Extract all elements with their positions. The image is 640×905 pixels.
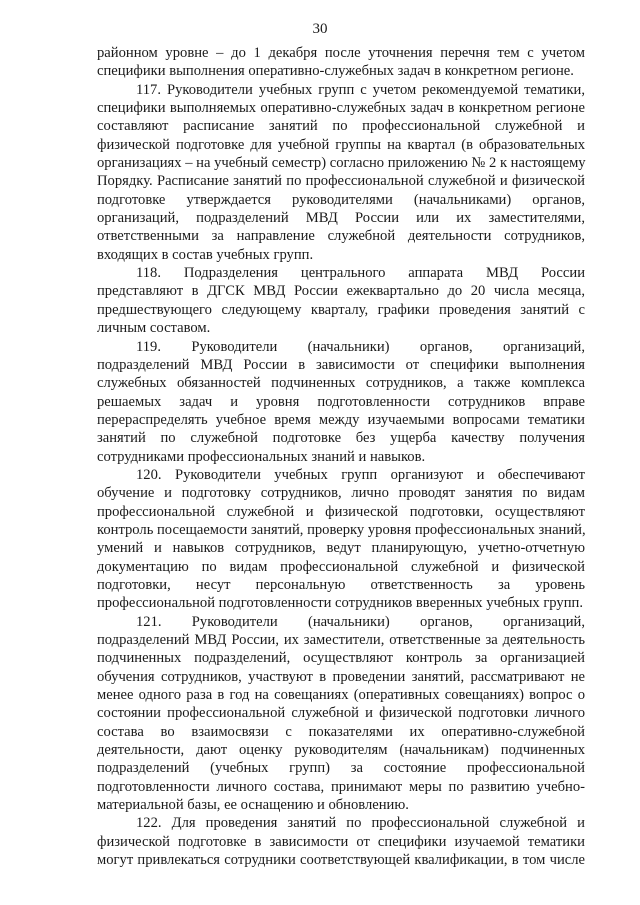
text-line: организациях – на учебный семестр) согласно приложению № 2 к настоящему <box>97 155 586 172</box>
text-line: деятельности, дают оценку руководителям (начальникам) подчиненных <box>97 742 585 759</box>
text-line: служебных обязанностей подчиненных сотрудников, а также комплекса <box>97 375 585 392</box>
paragraph-p119 <box>97 338 585 466</box>
text-line: перераспределять учебное время между изучаемыми вопросами тематики <box>97 411 585 428</box>
text-line: специфики выполнения оперативно-служебных задач в конкретном регионе. <box>97 63 574 80</box>
paragraph-p121 <box>97 613 585 815</box>
text-line: организаций, подразделений МВД России или их заместителями, <box>97 210 585 227</box>
text-line: районном уровне – до 1 декабря после уточнения перечня тем с учетом <box>97 45 585 61</box>
paragraph-p118 <box>97 264 585 337</box>
text-line: ответственными за направление служебной деятельности сотрудников, <box>97 228 585 245</box>
text-line: решаемых задач и уровня подготовленности сотрудников вправе <box>97 393 585 410</box>
paragraph-p122 <box>97 814 585 869</box>
text-line: обучения сотрудников, участвуют в проведении занятий, рассматривают не <box>97 668 585 685</box>
text-line: состоянии профессиональной служебной и физической подготовки личного <box>97 705 585 722</box>
text-line: профессиональной подготовленности сотрудников вверенных учебных групп. <box>97 595 583 612</box>
text-line: занятий по служебной подготовке без ущерба качеству получения <box>97 430 585 447</box>
text-line: контроль посещаемости занятий, проверку уровня профессиональных знаний, <box>97 521 586 538</box>
text-line: состава во взаимосвязи с показателями их оперативно-служебной <box>97 723 585 740</box>
text-line: материальной базы, ее оснащению и обновлению. <box>97 797 409 814</box>
text-line: 122. Для проведения занятий по профессиональной служебной и <box>136 815 585 832</box>
text-line: менее одного раза в год на совещаниях (оперативных совещаниях) вопрос о <box>97 687 585 704</box>
text-line: профессиональной служебной и физической подготовки, осуществляют <box>97 503 585 520</box>
text-line: подразделений МВД России в зависимости от специфики выполнения <box>97 356 585 373</box>
text-line: 118. Подразделения центрального аппарата МВД России <box>136 265 585 282</box>
paragraph-continuation <box>97 44 585 81</box>
text-line: 121. Руководители (начальники) органов, организаций, <box>136 613 585 630</box>
text-line: 117. Руководители учебных групп с учетом рекомендуемой тематики, <box>136 81 585 98</box>
text-line: 120. Руководители учебных групп организуют и обеспечивают <box>136 466 585 483</box>
text-line: подготовленности личного состава, принимают меры по развитию учебно- <box>97 778 585 795</box>
document-body <box>97 44 585 869</box>
text-line: составляют расписание занятий по профессиональной служебной и <box>97 118 585 135</box>
text-line: подчиненных подразделений, осуществляют контроль за организацией <box>97 650 585 667</box>
text-line: подразделений МВД России, их заместители, ответственные за деятельность <box>97 632 585 648</box>
text-line: могут привлекаться сотрудники соответствующей квалификации, в том числе <box>97 852 585 869</box>
text-line: личным составом. <box>97 320 211 337</box>
text-line: подготовки, несут персональную ответственность за уровень <box>97 576 585 593</box>
page-number: 30 <box>312 21 328 37</box>
text-line: физической подготовке для учебной группы на квартал (в образовательных <box>97 136 585 153</box>
text-line: входящих в состав учебных групп. <box>97 246 314 263</box>
text-line: специфики выполняемых оперативно-служебных задач в конкретном регионе <box>97 100 585 117</box>
text-line: подразделений (учебных групп) за состояние профессиональной <box>97 760 585 777</box>
text-line: представляют в ДГСК МВД России ежеквартально до 20 числа месяца, <box>97 283 585 300</box>
text-line: Порядку. Расписание занятий по профессиональной служебной и физической <box>97 173 585 190</box>
text-line: умений и навыков сотрудников, ведут планирующую, учетно-отчетную <box>97 540 585 557</box>
text-line: сотрудниками профессиональных знаний и навыков. <box>97 448 426 465</box>
paragraph-p117 <box>97 81 585 264</box>
text-line: подготовке утверждается руководителями (начальниками) органов, <box>97 191 585 208</box>
text-line: документацию по видам профессиональной служебной и физической <box>97 558 585 575</box>
text-line: предшествующего следующему кварталу, графики проведения занятий с <box>97 301 585 318</box>
text-line: физической подготовке в зависимости от специфики изучаемой тематики <box>97 833 585 850</box>
paragraph-p120 <box>97 466 585 613</box>
text-line: обучение и подготовку сотрудников, лично проводят занятия по видам <box>97 485 585 502</box>
text-line: 119. Руководители (начальники) органов, организаций, <box>136 338 585 355</box>
